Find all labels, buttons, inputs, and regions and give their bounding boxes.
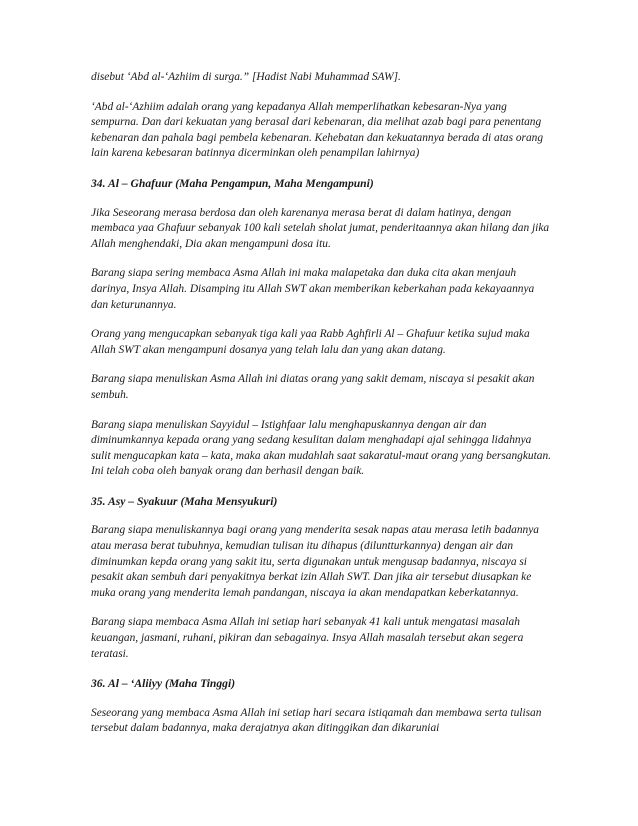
section-heading-al-ghafuur: 34. Al – Ghafuur (Maha Pengampun, Maha Mengampuni): [91, 176, 374, 190]
paragraph-ghafuur-5: Barang siapa menuliskan Sayyidul – Istighfaar lalu menghapuskannya dengan air dan diminumkannya kepada orang yang sedang kesulitan dalam menghadapi ajal sehingga lidahnya sulit mengucapkan kata – kata, maka akan mudahlah saat sakaratul-maut orang yang bersangkutan. Ini telah coba oleh banyak orang dan berhasil dengan baik.: [91, 418, 552, 478]
section-heading-al-aliiyy: 36. Al – ‘Aliiyy (Maha Tinggi): [91, 677, 236, 691]
paragraph-ghafuur-2: Barang siapa sering membaca Asma Allah ini maka malapetaka dan duka cita akan menjauh darinya, Insya Allah. Disamping itu Allah SWT akan memberikan keberkahan pada kekayaannya dan keturunannya.: [91, 267, 535, 311]
paragraph-syakuur-2: Barang siapa membaca Asma Allah ini setiap hari sebanyak 41 kali untuk mengatasi masalah keuangan, jasmani, ruhani, pikiran dan sebagainya. Insya Allah masalah tersebut akan segera teratasi.: [91, 616, 524, 660]
document-page: [91, 70, 551, 751]
paragraph-abd-al-azhiim: ‘Abd al-‘Azhiim adalah orang yang kepadanya Allah memperlihatkan kebesaran-Nya yang sempurna. Dan dari kekuatan yang berasal dari kebenaran, dia melihat azab bagi para penentang kebenaran dan pahala bagi pembela kebenaran. Kehebatan dan kekuatannya berada di atas orang lain karena kebesaran batinnya dicerminkan oleh penampilan lahirnya): [91, 100, 544, 160]
paragraph-aliiyy-1: Seseorang yang membaca Asma Allah ini setiap hari secara istiqamah dan membawa serta tulisan tersebut dalam badannya, maka derajatnya akan ditinggikan dan dikaruniai: [91, 706, 542, 735]
paragraph-ghafuur-3: Orang yang mengucapkan sebanyak tiga kali yaa Rabb Aghfirli Al – Ghafuur ketika sujud maka Allah SWT akan mengampuni dosanya yang telah lalu dan yang akan datang.: [91, 328, 530, 356]
paragraph-hadith-citation: disebut ‘Abd al-‘Azhiim di surga.” [Hadist Nabi Muhammad SAW].: [91, 71, 401, 83]
section-heading-asy-syakuur: 35. Asy – Syakuur (Maha Mensyukuri): [91, 494, 278, 508]
paragraph-ghafuur-1: Jika Seseorang merasa berdosa dan oleh karenanya merasa berat di dalam hatinya, dengan membaca yaa Ghafuur sebanyak 100 kali setelah sholat jumat, penderitaannya akan hilang dan jika Allah menghendaki, Dia akan mengampuni dosa itu.: [91, 206, 550, 250]
paragraph-ghafuur-4: Barang siapa menuliskan Asma Allah ini diatas orang yang sakit demam, niscaya si pesakit akan sembuh.: [91, 373, 535, 401]
paragraph-syakuur-1: Barang siapa menuliskannya bagi orang yang menderita sesak napas atau merasa letih badannya atau merasa berat tubuhnya, kemudian tulisan itu dihapus (diluntturkannya) dengan air dan diminumkan kepda orang yang sakit itu, serta digunakan untuk mengusap badannya, niscaya si pesakit akan sembuh dari penyakitnya berkat izin Allah SWT. Dan jika air tersebut diusapkan ke muka orang yang menderita lemah pandangan, niscaya ia akan mendapatkan keberkatannya.: [91, 524, 539, 599]
